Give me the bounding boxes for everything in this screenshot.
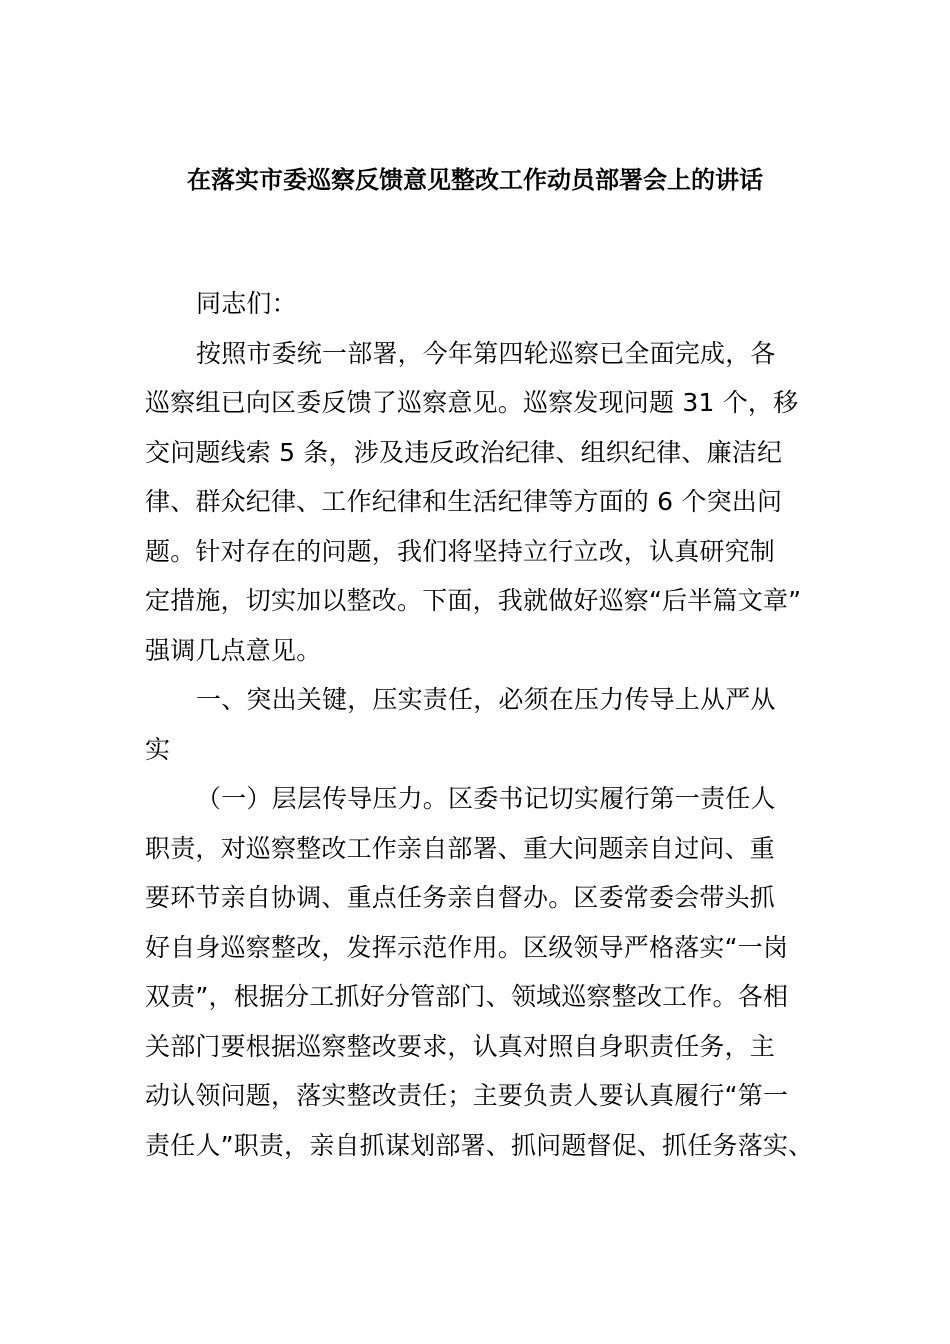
body-line: 巡察组已向区委反馈了巡察意见。巡察发现问题 31 个，移 [145, 388, 799, 417]
body-line: 双责”，根据分工抓好分管部门、领域巡察整改工作。各相 [145, 982, 789, 1011]
body-line: 关部门要根据巡察整改要求，认真对照自身职责任务，主 [145, 1032, 776, 1061]
body-line: 交问题线索 5 条，涉及违反政治纪律、组织纪律、廉洁纪 [145, 438, 783, 467]
body-line: 好自身巡察整改，发挥示范作用。区级领导严格落实“一岗 [145, 933, 789, 962]
body-line: 律、群众纪律、工作纪律和生活纪律等方面的 6 个突出问 [145, 487, 783, 516]
body-line: 题。针对存在的问题，我们将坚持立行立改，认真研究制 [145, 537, 776, 566]
body-line: 强调几点意见。 [145, 636, 322, 665]
salutation-line: 同志们： [196, 289, 297, 318]
document-title: 在落实市委巡察反馈意见整改工作动员部署会上的讲话 [187, 166, 763, 194]
body-line: 动认领问题，落实整改责任；主要负责人要认真履行“第一 [145, 1081, 789, 1110]
body-line: 按照市委统一部署，今年第四轮巡察已全面完成，各 [196, 339, 776, 368]
body-line: 要环节亲自协调、重点任务亲自督办。区委常委会带头抓 [145, 883, 776, 912]
body-line: 定措施，切实加以整改。下面，我就做好巡察“后半篇文章” [145, 586, 802, 615]
section-heading-line: 实 [145, 735, 171, 764]
body-line: 职责，对巡察整改工作亲自部署、重大问题亲自过问、重 [145, 834, 776, 863]
section-heading-line: 一、突出关键，压实责任，必须在压力传导上从严从 [196, 685, 776, 714]
body-line: （一）层层传导压力。区委书记切实履行第一责任人 [196, 784, 776, 813]
body-line: 责任人”职责，亲自抓谋划部署、抓问题督促、抓任务落实、 [145, 1131, 814, 1160]
